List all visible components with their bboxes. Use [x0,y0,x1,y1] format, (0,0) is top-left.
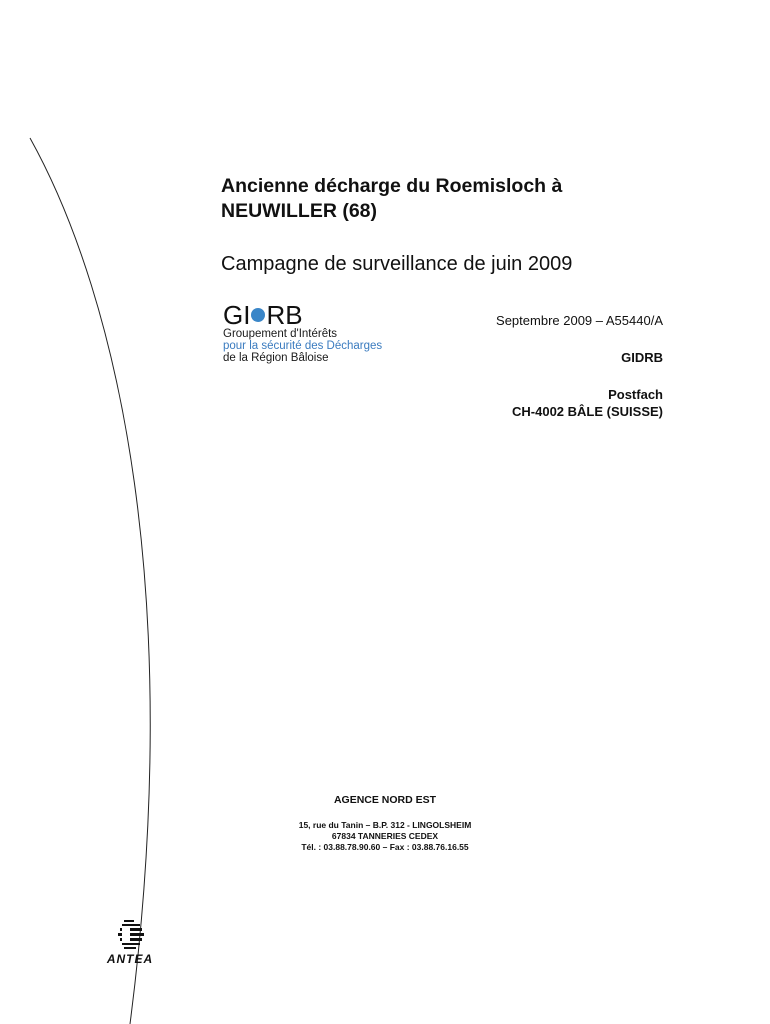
logo-tagline-3: de la Région Bâloise [223,352,329,364]
title-line-2: NEUWILLER (68) [221,200,377,222]
agency-name: AGENCE NORD EST [333,794,437,806]
title-line-1: Ancienne décharge du Roemisloch à [221,175,563,197]
logo-word-start: GI [223,300,251,330]
antea-logo-icon [94,918,166,954]
agency-contact: Tél. : 03.88.78.90.60 – Fax : 03.88.76.16.55 [301,842,469,852]
client-name: GIDRB [621,350,663,365]
report-info [496,312,663,420]
antea-logo-text: ANTEA [106,952,154,966]
logo-tagline-1: Groupement d'Intérêts [223,328,338,340]
gidrb-logo [223,302,423,364]
report-reference: Septembre 2009 – A55440/A [496,313,663,328]
logo-word-end: RB [266,300,303,330]
client-address-line-2: CH-4002 BÂLE (SUISSE) [512,404,663,419]
antea-logo [94,918,166,966]
agency-address-line-1: 15, rue du Tanin – B.P. 312 - LINGOLSHEIM [298,820,472,830]
agency-address-line-2: 67834 TANNERIES CEDEX [331,831,439,841]
document-title [221,174,691,224]
decorative-curve [0,0,200,1024]
document-subtitle: Campagne de surveillance de juin 2009 [221,253,573,275]
logo-dot-icon [251,308,265,322]
client-address-line-1: Postfach [608,387,663,402]
logo-tagline-2: pour la sécurité des Décharges [223,340,383,352]
gidrb-logo-word [223,302,423,328]
agency-block [220,794,550,853]
